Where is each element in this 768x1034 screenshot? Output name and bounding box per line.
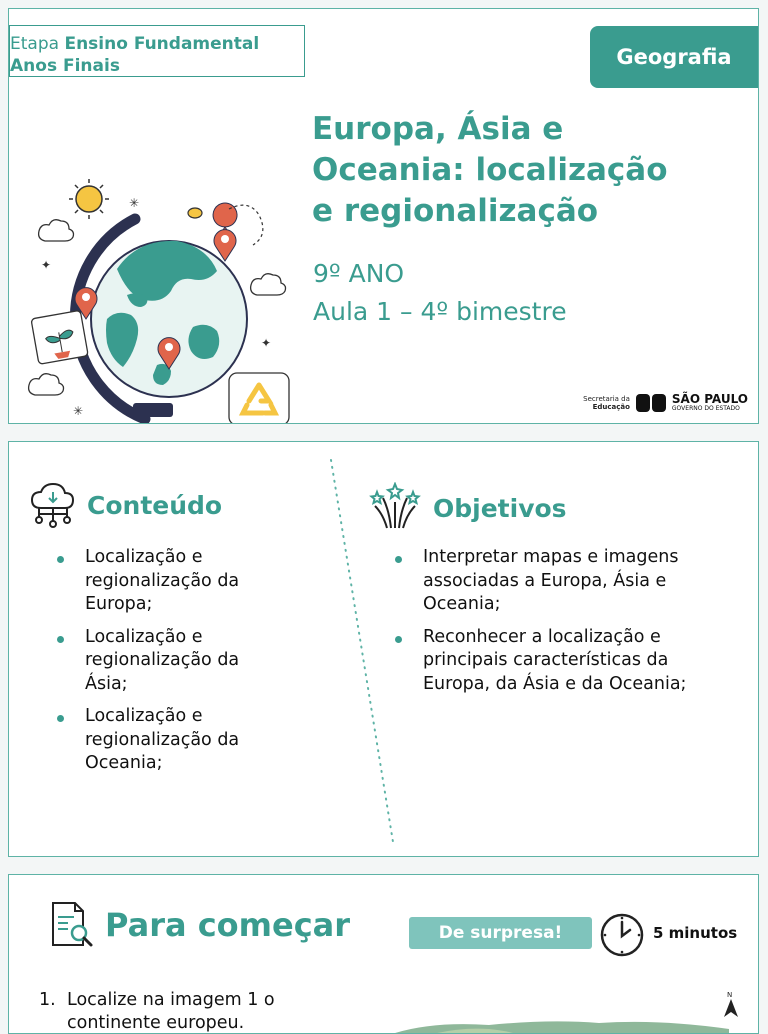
svg-text:✳: ✳ xyxy=(129,196,140,210)
overview-slide xyxy=(8,441,759,857)
list-item: Localização e regionalização da Oceania; xyxy=(55,705,275,776)
cloud-network-icon xyxy=(31,482,75,528)
list-item: Localização e regionalização da Europa; xyxy=(55,546,275,617)
government-logo: Secretaria da Educação SÃO PAULO GOVERNO DO ESTADO xyxy=(583,392,748,412)
list-item: Reconhecer a localização e principais características da Europa, da Ásia e da Oceania; xyxy=(393,626,723,697)
objectives-title: Objetivos xyxy=(433,493,567,523)
list-item: Interpretar mapas e imagens associadas a Europa, Ásia e Oceania; xyxy=(393,546,723,617)
stage-level: Anos Finais xyxy=(10,56,120,76)
fireworks-icon xyxy=(369,482,421,534)
content-title: Conteúdo xyxy=(87,490,223,520)
grade-label: 9º ANO xyxy=(313,259,405,288)
surprise-badge: De surpresa! xyxy=(409,917,592,949)
document-search-icon xyxy=(49,901,95,949)
starter-header xyxy=(49,901,350,949)
stage-prefix: Etapa xyxy=(10,34,60,54)
subject-badge: Geografia xyxy=(590,26,758,88)
sp-logo-icon xyxy=(636,394,666,412)
duration-label: 5 minutos xyxy=(653,924,738,942)
svg-text:N: N xyxy=(727,991,733,999)
objectives-list xyxy=(393,546,723,705)
task-item: 1. Localize na imagem 1 o continente europeu. xyxy=(39,990,275,1033)
lesson-title: Europa, Ásia e Oceania: localização e regionalização xyxy=(312,111,668,229)
svg-text:✳: ✳ xyxy=(73,404,84,418)
globe-icon xyxy=(17,169,307,424)
cover-slide xyxy=(8,8,759,424)
recycle-icon xyxy=(229,373,289,424)
objectives-header xyxy=(369,482,567,534)
lesson-label: Aula 1 – 4º bimestre xyxy=(313,297,567,326)
content-header xyxy=(31,482,222,528)
map-image xyxy=(389,1015,729,1034)
sun-icon xyxy=(69,179,109,219)
list-item: Localização e regionalização da Ásia; xyxy=(55,626,275,697)
clock-icon xyxy=(599,912,645,958)
globe-illustration xyxy=(17,169,307,424)
content-list xyxy=(55,546,275,785)
stage-name: Ensino Fundamental xyxy=(64,34,260,54)
svg-text:✦: ✦ xyxy=(261,336,272,350)
svg-text:✦: ✦ xyxy=(41,258,52,272)
starter-title: Para começar xyxy=(105,906,351,944)
stage-label xyxy=(9,25,305,77)
starter-slide xyxy=(8,874,759,1034)
